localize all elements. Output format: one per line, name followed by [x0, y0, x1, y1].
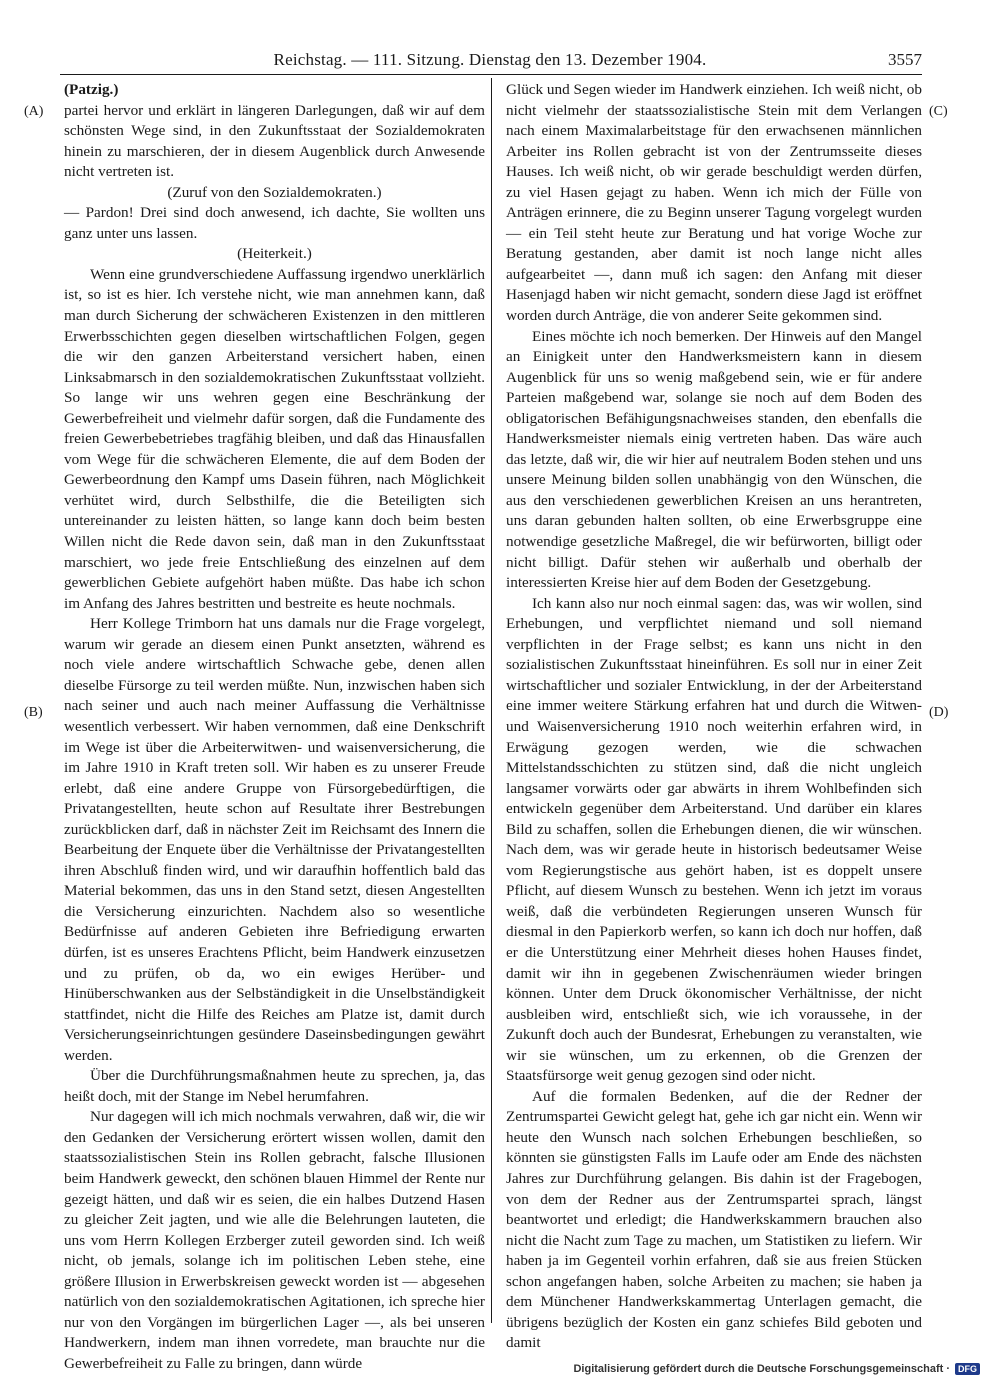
margin-marker-a: (A): [24, 104, 44, 119]
interjection: (Zuruf von den Sozialdemokraten.): [167, 183, 382, 201]
right-column: [506, 80, 923, 1352]
left-column: [64, 80, 485, 1372]
paragraph: Ich kann also nur noch einmal sagen: das, was wir wollen, sind Erhebungen, und verpflichtet niemand und soll niemand verpflichten in der Frage selbst; es kann uns nicht in den sozialistischen Zukunftsstaat hineinführen. Es soll nur in einer Zeit wirtschaftlicher und sozialer Entwicklung, in der der Arbeiterstand eine immer weitere Stärkung erfahren hat und durch die Witwen- und Waisenversicherung 1910 noch weiterhin erfahren wird, in Erwägung gezogen werden, wie die schwachen Mittelstandsschichten zu stützen sind, daß die nicht ungleich langsamer vorwärts oder gar abwärts in ihrem Wohlbefinden sich entwickeln gegenüber dem Arbeiterstand. Und darüber ein klares Bild zu schaffen, sollen die Erhebungen dienen, die wir wünschen. Nach dem, was wir gerade heute in historisch bedeutsamer Weise vom Regierungstische aus gehört haben, ist es doppelt unsere Pflicht, auf diesem Wunsch zu bestehen. Wenn ich jetzt im voraus weiß, daß die verbündeten Regierungen unseren Wunsch für diesmal in den Papierkorb werfen, so kann ich doch nur hoffen, daß er die Unterstützung einer Mehrheit dieses hohen Hauses findet, damit wir ihn in gegebenen Zwischenräumen wieder bringen können. Unter dem Druck ökonomischer Verhältnisse, der nicht ausbleiben wird, entschließt sich, wie ich voraussehe, in der Zukunft doch auch der Bundesrat, Erhebungen zu veranstalten, wie wir sie wünschen, um zu erkennen, ob die Grenzen der Staatsfürsorge weit genug gezogen sind oder nicht.: [506, 594, 922, 1085]
paragraph: Eines möchte ich noch bemerken. Der Hinweis auf den Mangel an Einigkeit unter den Handwerksmeistern kann in diesem Augenblick für uns so wenig maßgebend sein, wie er für andere Parteien maßgebend war, solange sie noch auf dem Boden des obligatorischen Befähigungsnachweises standen, den ebenfalls die Handwerksmeister niemals einig vertreten haben. Das wäre auch das letzte, daß wir, die wir hier auf neutralem Boden stehen und uns unsere Meinung bilden sollen unabhängig von den Wünschen, die aus den verschiedenen gewerblichen Kreisen an uns herantreten, uns daran gebunden halten sollten, ob eine Erwerbsgruppe eine notwendige gesetzliche Maßregel, die wir befürworten, billigt oder nicht billigt. Dafür stehen wir außerhalb und oberhalb der interessierten Kreise hier auf dem Boden der Gesetzgebung.: [506, 327, 922, 592]
margin-marker-d: (D): [929, 705, 949, 720]
speaker-label: (Patzig.): [64, 81, 119, 98]
paragraph: Glück und Segen wieder im Handwerk einziehen. Ich weiß nicht, ob nicht vielmehr der staatssozialistische Stein mit dem Verlangen nach einem Maximalarbeitstage für den erwachsenen männlichen Arbeiter ins Rollen gebracht ist von der Zentrumsseite dieses Hauses. Ich weiß nicht, ob wir gerade beschuldigt werden dürfen, zu viel Hasen gejagt zu haben. Wenn ich mich der Fülle von Anträgen erinnere, die zu Beginn unserer Tagung vorgelegt wurden — ein Teil steht heute zur Beratung und hat vorige Woche zur Beratung gestanden, aber damit ist noch lange nicht alles aufgearbeitet —, dann muß ich sagen: den Anfang mit dieser Hasenjagd haben wir nicht gemacht, sondern diese Jagd ist eröffnet worden durch Anträge, die von anderer Seite gekommen sind.: [506, 81, 922, 325]
paragraph: partei hervor und erklärt in längeren Darlegungen, daß wir auf dem schönsten Wege sind, in den Zukunftsstaat der Sozialdemokraten hinein zu marschieren, der in diesem Augenblick durch Anwesende nicht vertreten ist.: [64, 101, 485, 181]
interjection: (Heiterkeit.): [237, 245, 312, 263]
digitization-credit: [573, 1363, 980, 1375]
margin-marker-b: (B): [24, 705, 43, 720]
margin-marker-c: (C): [929, 104, 948, 119]
column-divider: [491, 78, 492, 1323]
paragraph: Herr Kollege Trimborn hat uns damals nur die Frage vorgelegt, warum wir gerade an diesem einen Punkt ansetzten, während es noch viele andere wirtschaftlich Schwache gebe, denen allen dieselbe Fürsorge zu teil werden müßte. Nun, inzwischen haben sich nach seiner und auch nach meiner Auffassung die Verhältnisse wesentlich verbessert. Wir haben vernommen, daß eine Denkschrift im Wege ist über die Arbeiterwitwen- und waisenversicherung, die im Jahre 1910 in Kraft treten soll. Wir haben es zu unserer Freude erlebt, daß eine andere Gruppe von Fürsorgebedürftigen, die Privatangestellten, heute schon auf Resultate ihrer Bestrebungen zurückblicken darf, daß in nächster Zeit im Reichsamt des Innern die Bearbeitung der Enquete über die Verhältnisse der Privatangestellten ihren Abschluß finden wird, und wir daraufhin hoffentlich bald das Material bekommen, das uns in den Stand setzt, diesen Angestellten die Versicherung einzurichten. Nachdem also so wesentliche Bedürfnisse auf anderen Gebieten ihre Befriedigung erwarten dürfen, ist es unseres Erachtens Pflicht, beim Handwerk einzusetzen und zu prüfen, ob da, wo ein ewiges Herüber- und Hinüberschwanken aus der Selbständigkeit in die Unselbständigkeit stattfindet, nicht die Hilfe des Reiches am Platze ist, damit durch Versicherungseinrichtungen gesündere Daseinsbedingungen gewährt werden.: [64, 615, 485, 1064]
header-rule: [60, 74, 922, 75]
paragraph: Über die Durchführungsmaßnahmen heute zu sprechen, ja, das heißt doch, mit der Stange im Nebel herumfahren.: [64, 1067, 485, 1105]
dfg-logo: DFG: [955, 1363, 980, 1375]
paragraph: Nur dagegen will ich mich nochmals verwahren, daß wir, die wir den Gedanken der Versicherung erörtert wissen wollen, damit den staatssozialistischen Stein ins Rollen gebracht, falsche Illusionen beim Handwerk geweckt, den schönen blauen Himmel der Rente nur gezeigt hätten, und daß wir es seien, die ein halbes Dutzend Hasen zu gleicher Zeit jagten, und wie alle die Belehrungen lauteten, die uns vom Herrn Kollegen Erzberger zuteil geworden sind. Ich weiß nicht, ob jemals, solange ich im politischen Leben stehe, eine größere Illusion in Erwerbskreisen geweckt worden ist — abgesehen natürlich von den sozialdemokratischen Agitationen, ich spreche hier nur von den Vorgängen im bürgerlichen Lager —, als bei unseren Handwerkern, indem man ihnen vorredete, man brauchte nur die Gewerbefreiheit zu Falle zu bringen, dann würde: [64, 1108, 485, 1372]
page-number: 3557: [888, 50, 922, 69]
running-header: [0, 50, 1000, 76]
running-title: Reichstag. — 111. Sitzung. Dienstag den 13. Dezember 1904.: [273, 50, 707, 69]
paragraph: Wenn eine grundverschiedene Auffassung irgendwo unerklärlich ist, so ist es hier. Ich verstehe nicht, wie man annehmen kann, daß man durch Sicherung der schwächeren Existenzen in den mittleren Erwerbsschichten gegen dieselben wirtschaftlichen Folgen, gegen die wir den ganzen Arbeiterstand versichert haben, einen Linksabmarsch in den sozialdemokratischen Zukunftsstaat vollzieht. So lange wir uns wehren gegen eine Beschränkung der Gewerbefreiheit und vielmehr dafür sorgen, daß die Fundamente des freien Gewerbebetriebes tragfähig bleiben, und daß das Hinausfallen vom Wege für die schwächeren Elemente, die auf dem Boden der Gewerbeordnung den Kampf ums Dasein führen, nach Möglichkeit verhütet wird, durch Selbsthilfe, die die Beteiligten sich untereinander zu leisten hätten, so lange kann doch beim besten Willen nicht die Rede davon sein, daß man in den Zukunftsstaat marschiert, wo jede freie Entschließung des einzelnen auf dem gewerblichen Gebiete aufgehört haben müßte. Das habe ich schon im Anfang des Jahres bestritten und bestreite es heute nochmals.: [64, 265, 485, 612]
credit-text: Digitalisierung gefördert durch die Deutsche Forschungsgemeinschaft ·: [573, 1363, 950, 1375]
paragraph: — Pardon! Drei sind doch anwesend, ich dachte, Sie wollten uns ganz unter uns lassen.: [64, 204, 485, 242]
paragraph: Auf die formalen Bedenken, auf die der Redner der Zentrumspartei Gewicht gelegt hat, gehe ich gar nicht ein. Wenn wir heute den Wunsch nach solchen Erhebungen beschließen, so könnten sie günstigsten Falls im Laufe oder am Ende des nächsten Jahres zur Durchführung gelangen. Bis dahin ist der Fragebogen, von dem der Redner aus der Zentrumspartei sprach, längst beantwortet und erledigt; die Handwerkskammern brauchen also nicht die Nacht zum Tage zu machen, um Statistiken zu liefern. Wir haben ja im Gegenteil vorhin erfahren, daß sie aus freien Stücken schon angefangen haben, solche Arbeiten zu machen; sie haben ja dem Münchener Handwerkskammertag Unterlagen gemacht, die übrigens bezüglich der Kosten ein ganz schiefes Bild geboten und damit: [506, 1087, 923, 1352]
